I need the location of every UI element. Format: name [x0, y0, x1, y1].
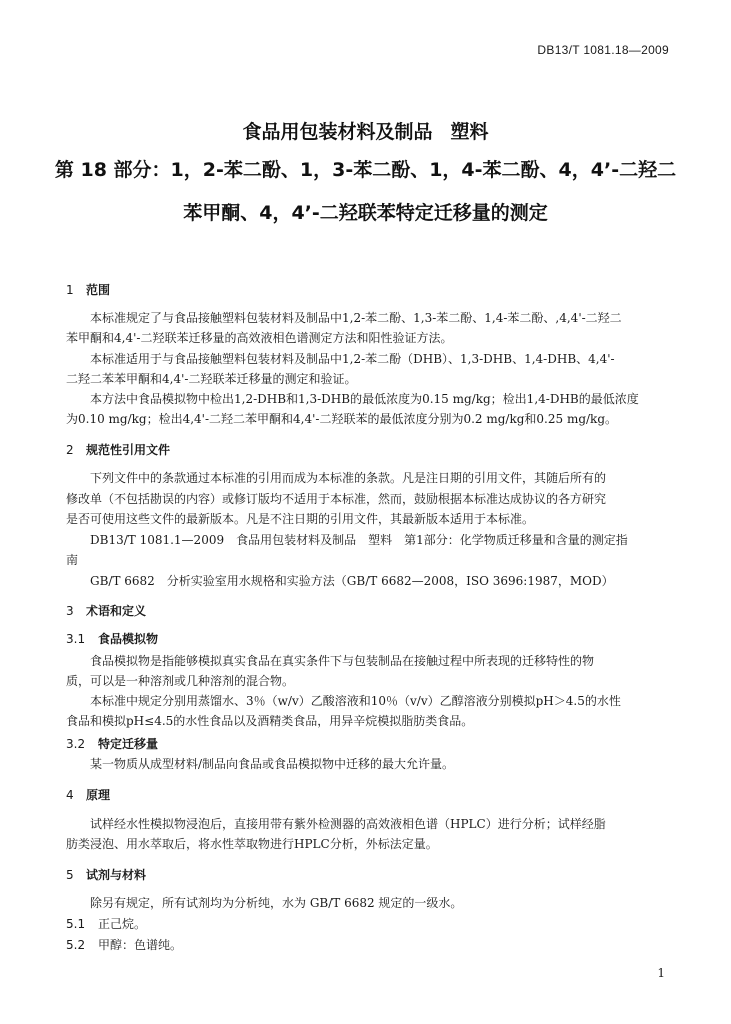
list-item	[66, 915, 146, 932]
doc-title-line3: 苯甲酮、4，4’-二羟联苯特定迁移量的测定	[183, 202, 548, 224]
section-number: 1	[66, 283, 74, 297]
paragraph-line: 食品模拟物是指能够模拟真实食品在真实条件下与包装制品在接触过程中所表现的迁移特性的物	[90, 654, 595, 668]
section-title: 规范性引用文件	[86, 443, 171, 457]
subsection-3-2-heading	[66, 735, 158, 752]
paragraph-line: 试样经水性模拟物浸泡后，直接用带有紫外检测器的高效液相色谱（HPLC）进行分析；试样经脂	[90, 817, 606, 831]
section-3-heading	[66, 602, 146, 619]
reference-entry: DB13/T 1081.1—2009 食品用包装材料及制品 塑料 第1部分：化学物质迁移量和含量的测定指	[90, 533, 628, 547]
reference-entry-cont: 南	[66, 553, 79, 567]
standard-code: DB13/T 1081.18—2009	[537, 43, 669, 57]
section-2-heading	[66, 441, 170, 458]
paragraph-line: 肪类浸泡、用水萃取后，将水性萃取物进行HPLC分析，外标法定量。	[66, 837, 438, 851]
section-title: 原理	[86, 788, 111, 802]
paragraph-line: 某一物质从成型材料/制品向食品或食品模拟物中迁移的最大允许量。	[90, 757, 455, 771]
section-title: 术语和定义	[86, 604, 147, 618]
paragraph-line: 苯甲酮和4,4'-二羟联苯迁移量的高效液相色谱测定方法和阳性验证方法。	[66, 331, 453, 345]
section-5-heading	[66, 866, 146, 883]
item-number: 5.2	[66, 938, 86, 952]
paragraph-line: 本方法中食品模拟物中检出1,2-DHB和1,3-DHB的最低浓度为0.15 mg/kg；检出1,4-DHB的最低浓度	[90, 392, 639, 406]
section-1-heading	[66, 281, 110, 298]
subsection-number: 3.2	[66, 737, 86, 751]
paragraph-line: 本标准中规定分别用蒸馏水、3％（w/v）乙酸溶液和10％（v/v）乙醇溶液分别模拟pH＞4.5的水性	[90, 694, 621, 708]
paragraph-line: 下列文件中的条款通过本标准的引用而成为本标准的条款。凡是注日期的引用文件，其随后所有的	[90, 471, 607, 485]
paragraph-line: 本标准规定了与食品接触塑料包装材料及制品中1,2-苯二酚、1,3-苯二酚、1,4-苯二酚、,4,4'-二羟二	[90, 311, 622, 325]
paragraph-line: 食品和模拟pH≤4.5的水性食品以及酒精类食品，用异辛烷模拟脂肪类食品。	[66, 714, 474, 728]
paragraph-line: 为0.10 mg/kg；检出4,4'-二羟二苯甲酮和4,4'-二羟联苯的最低浓度分别为0.2 mg/kg和0.25 mg/kg。	[66, 412, 618, 426]
section-number: 5	[66, 868, 74, 882]
subsection-3-1-heading	[66, 630, 158, 647]
item-text: 甲醇：色谱纯。	[98, 938, 183, 952]
paragraph-line: 质，可以是一种溶剂或几种溶剂的混合物。	[66, 674, 295, 688]
subsection-title: 食品模拟物	[98, 632, 159, 646]
reference-entry: GB/T 6682 分析实验室用水规格和实验方法（GB/T 6682—2008，ISO 3696:1987，MOD）	[90, 574, 614, 588]
subsection-title: 特定迁移量	[98, 737, 159, 751]
section-number: 3	[66, 604, 74, 618]
paragraph-line: 除另有规定，所有试剂均为分析纯，水为 GB/T 6682 规定的一级水。	[90, 896, 463, 910]
paragraph-line: 二羟二苯苯甲酮和4,4'-二羟联苯迁移量的测定和验证。	[66, 372, 357, 386]
paragraph-line: 修改单（不包括勘误的内容）或修订版均不适用于本标准，然而，鼓励根据本标准达成协议的各方研究	[66, 492, 607, 506]
item-number: 5.1	[66, 917, 86, 931]
title-part-a: 食品用包装材料及制品	[242, 121, 433, 143]
section-title: 范围	[86, 283, 111, 297]
subsection-number: 3.1	[66, 632, 86, 646]
paragraph-line: 是否可使用这些文件的最新版本。凡是不注日期的引用文件，其最新版本适用于本标准。	[66, 512, 535, 526]
paragraph-line: 本标准适用于与食品接触塑料包装材料及制品中1,2-苯二酚（DHB）、1,3-DHB、1,4-DHB、4,4'-	[90, 352, 615, 366]
doc-title-line2: 第 18 部分：1，2-苯二酚、1，3-苯二酚、1，4-苯二酚、4，4’-二羟二	[54, 159, 677, 181]
item-text: 正己烷。	[98, 917, 147, 931]
section-4-heading	[66, 786, 110, 803]
section-number: 4	[66, 788, 74, 802]
title-part-b: 塑料	[450, 121, 489, 143]
list-item	[66, 936, 182, 953]
page-number: 1	[657, 966, 665, 980]
section-title: 试剂与材料	[86, 868, 147, 882]
doc-title-line1	[40, 117, 691, 144]
section-number: 2	[66, 443, 74, 457]
